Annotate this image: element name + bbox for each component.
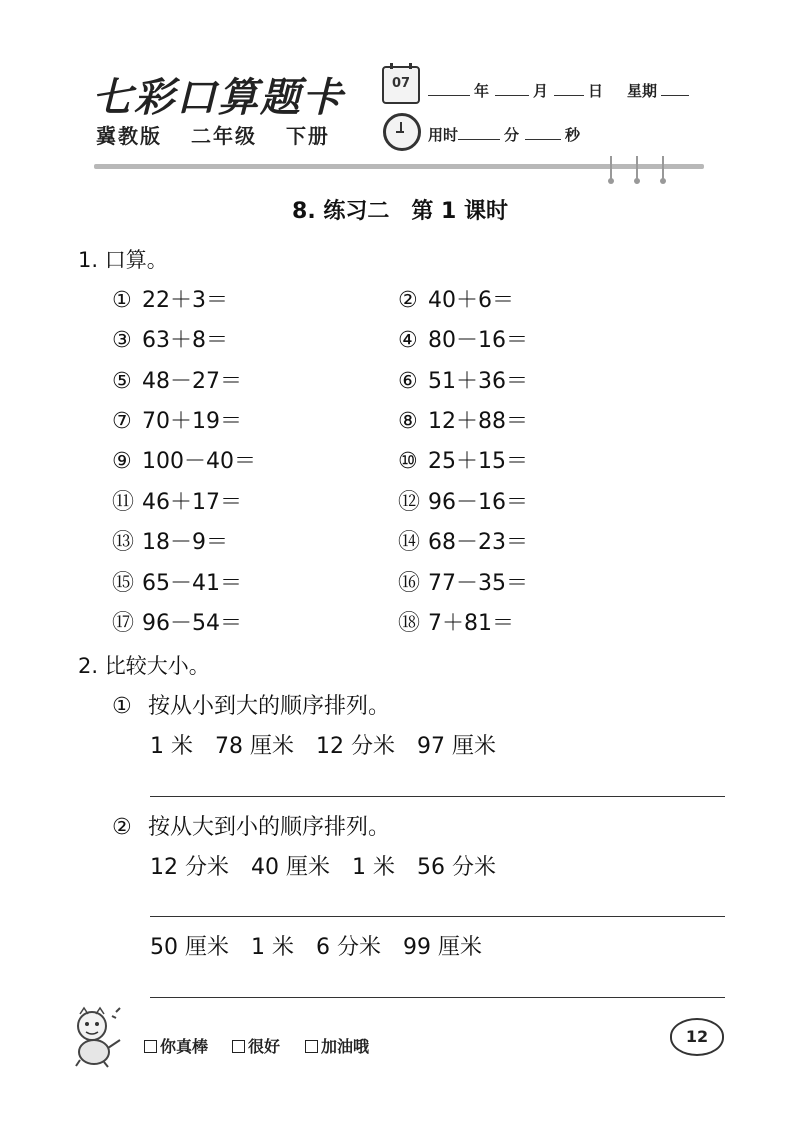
value-item: 78 厘米 [215,734,294,759]
rating-label: 加油哦 [321,1037,370,1056]
checkbox-icon[interactable] [232,1040,245,1053]
section-2-title: 2. 比较大小。 [78,654,210,678]
minutes-blank[interactable] [458,127,500,140]
problem [398,525,528,556]
problem-number: ⑬ [112,530,135,555]
part-1-text: 按从小到大的顺序排列。 [148,694,391,719]
problem-expression: 77－35＝ [428,571,528,596]
divider-ornament [606,156,616,182]
problem [112,323,228,354]
problem-expression: 25＋15＝ [428,449,528,474]
problem-number: ⑯ [398,571,421,596]
calendar-icon [382,66,420,104]
problem-number: ⑩ [398,449,418,474]
problem-number: ⑤ [112,369,132,394]
problem [112,283,228,314]
part-1-values [150,729,518,760]
value-item: 40 厘米 [251,855,330,880]
clock-icon [383,113,421,151]
problem-expression: 70＋19＝ [142,409,242,434]
problem-expression: 80－16＝ [428,328,528,353]
problem-expression: 100－40＝ [142,449,256,474]
problem-expression: 63＋8＝ [142,328,228,353]
edition-volume: 下册 [285,124,330,148]
lesson-title: 8. 练习二 第 1 课时 [292,199,508,224]
rating-option-excellent[interactable] [144,1034,208,1057]
problem [398,444,528,475]
problem [398,566,528,597]
problem-number: ② [398,288,418,313]
problem-expression: 51＋36＝ [428,369,528,394]
problem-number: ⑫ [398,490,421,515]
mascot-icon [66,1004,128,1068]
problem-number: ① [112,288,132,313]
part-2-number: ② [112,815,132,840]
problem [112,525,228,556]
problem-number: ⑦ [112,409,132,434]
problem-expression: 46＋17＝ [142,490,242,515]
problem-expression: 22＋3＝ [142,288,228,313]
problem-number: ④ [398,328,418,353]
seconds-blank[interactable] [525,127,561,140]
value-item: 1 米 [251,935,294,960]
answer-line[interactable] [150,916,725,917]
date-field [428,80,689,101]
value-item: 12 分米 [150,855,229,880]
answer-line[interactable] [150,796,725,797]
month-blank[interactable] [495,83,529,96]
part-2-values-a [150,850,518,881]
year-blank[interactable] [428,83,470,96]
divider-ornament [658,156,668,182]
problem-number: ⑮ [112,571,135,596]
rating-option-keep-going[interactable] [305,1034,369,1057]
problem-expression: 48－27＝ [142,369,242,394]
problem [112,404,242,435]
weekday-label: 星期 [627,82,658,100]
problem-expression: 40＋6＝ [428,288,514,313]
weekday-blank[interactable] [661,83,689,96]
value-item: 50 厘米 [150,935,229,960]
part-2-values-b [150,930,504,961]
time-field [428,124,586,145]
day-label: 日 [588,82,604,100]
minutes-label: 分 [504,126,520,144]
problem [398,404,528,435]
answer-line[interactable] [150,997,725,998]
value-item: 1 米 [150,734,193,759]
edition-publisher: 冀教版 [96,124,162,148]
edition-info [96,120,350,149]
problem [112,566,242,597]
rating-option-good[interactable] [232,1034,280,1057]
problem-number: ⑨ [112,449,132,474]
problem-number: ⑥ [398,369,418,394]
brand-title: 七彩口算题卡 [92,75,344,121]
month-label: 月 [533,82,549,100]
rating-label: 很好 [248,1037,281,1056]
problem-expression: 96－16＝ [428,490,528,515]
problem-number: ⑪ [112,490,135,515]
problem-number: ③ [112,328,132,353]
problem-number: ⑱ [398,611,421,636]
section-1-title: 1. 口算。 [78,248,168,272]
problem [398,323,528,354]
value-item: 56 分米 [417,855,496,880]
page-number: 12 [670,1018,724,1056]
part-1-instruction [112,689,390,720]
value-item: 97 厘米 [417,734,496,759]
problem-expression: 65－41＝ [142,571,242,596]
time-used-label: 用时 [428,126,459,144]
divider-ornament [632,156,642,182]
checkbox-icon[interactable] [144,1040,157,1053]
problem-expression: 7＋81＝ [428,611,514,636]
year-label: 年 [474,82,490,100]
problem [112,485,242,516]
part-2-text: 按从大到小的顺序排列。 [148,815,391,840]
problem [398,364,528,395]
day-blank[interactable] [554,83,584,96]
problem [112,606,242,637]
value-item: 12 分米 [316,734,395,759]
problem-expression: 96－54＝ [142,611,242,636]
problem [398,485,528,516]
problem-number: ⑰ [112,611,135,636]
seconds-label: 秒 [565,126,581,144]
problem [112,444,256,475]
edition-grade: 二年级 [190,124,257,148]
problem-expression: 12＋88＝ [428,409,528,434]
value-item: 1 米 [352,855,395,880]
problem-expression: 18－9＝ [142,530,228,555]
problem [398,606,514,637]
problem [398,283,514,314]
checkbox-icon[interactable] [305,1040,318,1053]
part-1-number: ① [112,694,132,719]
problem [112,364,242,395]
value-item: 99 厘米 [403,935,482,960]
rating-label: 你真棒 [160,1037,209,1056]
part-2-instruction [112,810,390,841]
problem-number: ⑧ [398,409,418,434]
calendar-number: 07 [391,76,411,91]
problem-number: ⑭ [398,530,421,555]
value-item: 6 分米 [316,935,381,960]
problem-expression: 68－23＝ [428,530,528,555]
